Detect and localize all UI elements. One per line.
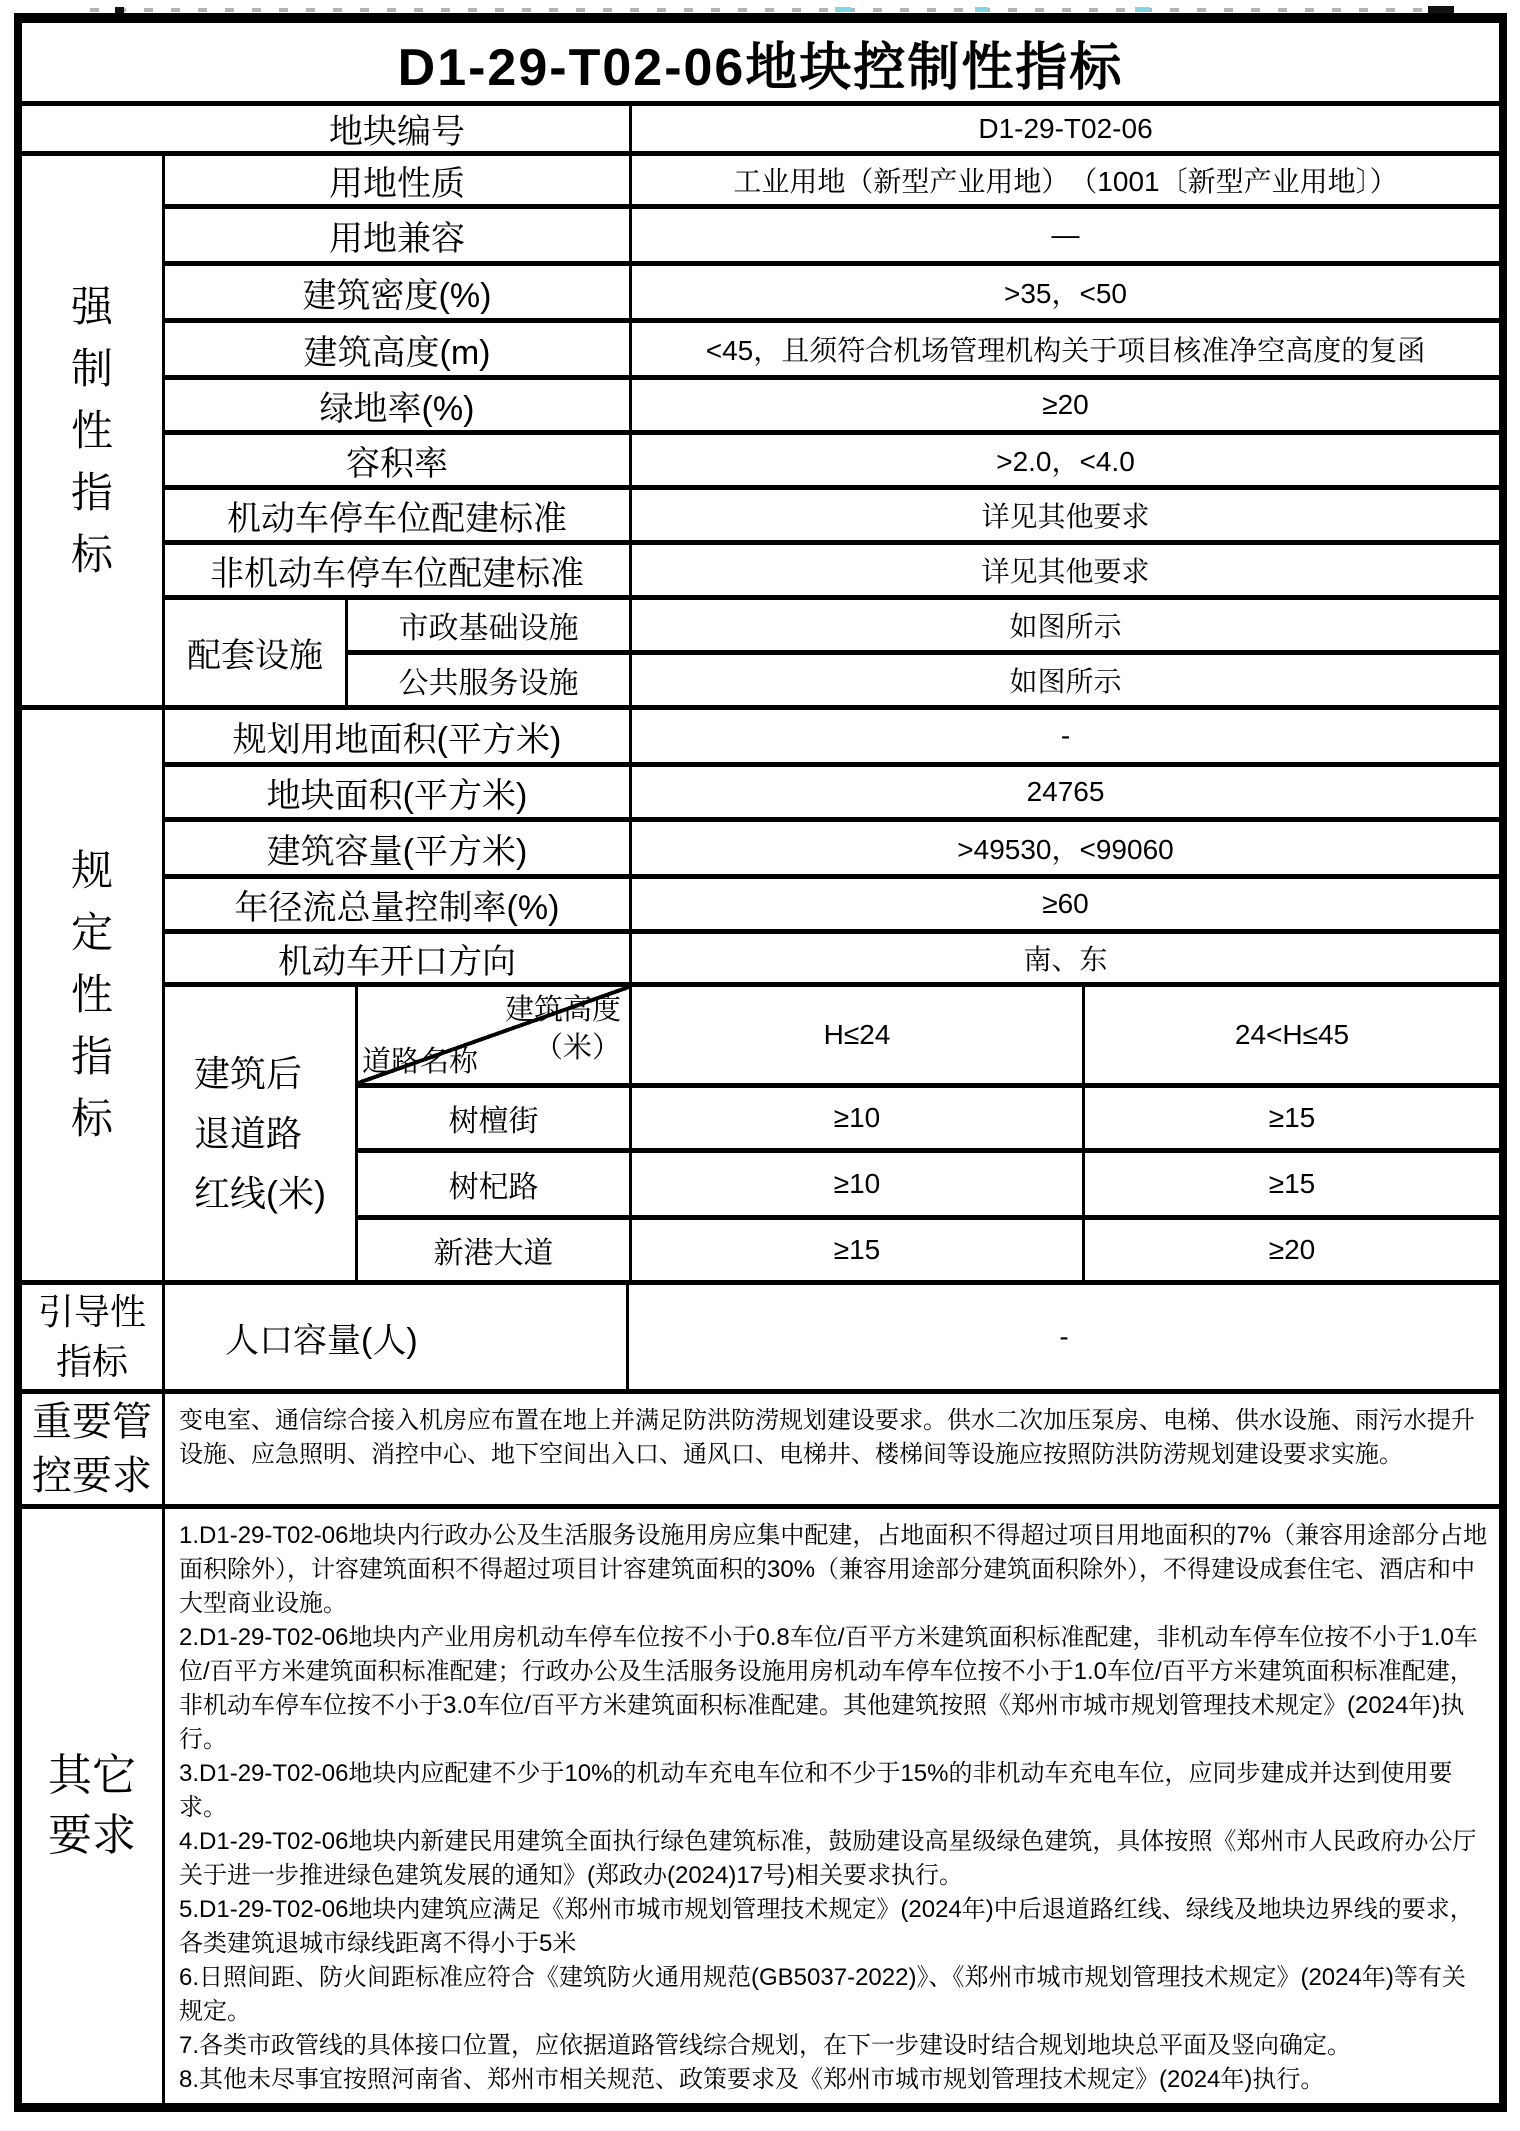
row-value: ≥60 xyxy=(1042,888,1089,919)
plot-code-row xyxy=(22,101,1499,151)
row-value: <45，且须符合机场管理机构关于项目核准净空高度的复函 xyxy=(705,335,1426,366)
section-guiding-label: 引导性指标 xyxy=(37,1291,146,1382)
other-requirement-item: 1.D1-29-T02-06地块内行政办公及生活服务设施用房应集中配建，占地面积不得超过项目用地面积的7%（兼容用途部分占地面积除外），计容建筑面积不得超过项目计容建筑面积的30%（兼容用途部分建筑面积除外），不得建设成套住宅、酒店和中大型商业设施。 xyxy=(179,1522,1488,1617)
setback-value: ≥15 xyxy=(1268,1168,1316,1199)
control-indicators-table xyxy=(14,13,1507,2112)
artifact-dashes xyxy=(90,8,1430,12)
road-name: 新港大道 xyxy=(358,1220,632,1280)
other-requirement-item: 5.D1-29-T02-06地块内建筑应满足《郑州市城市规划管理技术规定》(2024年)中后退道路红线、绿线及地块边界线的要求，各类建筑退城市绿线距离不得小于5米 xyxy=(179,1896,1474,1957)
setback-value: ≥10 xyxy=(632,1153,1085,1215)
row-label: 非机动车停车位配建标准 xyxy=(165,545,632,595)
table-row xyxy=(165,485,1499,540)
setback-value: ≥15 xyxy=(632,1220,1085,1280)
artifact-cyan-mark xyxy=(1135,7,1150,12)
other-requirement-item: 8.其他未尽事宜按照河南省、郑州市相关规范、政策要求及《郑州市城市规划管理技术规定》(2024年)执行。 xyxy=(179,2066,1325,2093)
setback-group xyxy=(165,982,1499,1280)
section-mandatory-label-cell xyxy=(22,156,165,705)
setback-table xyxy=(358,987,1499,1280)
section-prescriptive-label-cell xyxy=(22,710,165,1280)
row-label: 市政基础设施 xyxy=(348,600,632,650)
diagonal-header-bottom: 道路名称 xyxy=(362,1046,479,1078)
table-row xyxy=(165,874,1499,929)
diagonal-header-cell xyxy=(358,987,632,1083)
other-requirement-item: 2.D1-29-T02-06地块内产业用房机动车停车位按不小于0.8车位/百平方米建筑面积标准配建，非机动车停车位按不小于1.0车位/百平方米建筑面积标准配建；行政办公及生活服务设施用房机动车停车位按不小于1.0车位/百平方米建筑面积标准配建，非机动车停车位按不小于3.0车位/百平方米建筑面积标准配建。其他建筑按照《郑州市城市规划管理技术规定》(2024年)执行。 xyxy=(179,1624,1478,1753)
control-requirements-text: 变电室、通信综合接入机房应布置在地上并满足防洪防涝规划建设要求。供水二次加压泵房、电梯、供水设施、雨污水提升设施、应急照明、消控中心、地下空间出入口、通风口、电梯井、楼梯间等设施应按照防洪防涝规划建设要求实施。 xyxy=(179,1407,1475,1468)
control-requirements-label: 重要管控要求 xyxy=(32,1400,152,1498)
row-label: 规划用地面积(平方米) xyxy=(165,710,632,762)
setback-col-header: H≤24 xyxy=(632,987,1085,1083)
supporting-facilities-rows xyxy=(348,600,1499,705)
other-requirement-item: 3.D1-29-T02-06地块内应配建不少于10%的机动车充电车位和不少于15%的非机动车充电车位，应同步建成并达到使用要求。 xyxy=(179,1760,1453,1821)
plot-code-label-cell xyxy=(22,106,632,151)
table-row xyxy=(348,650,1499,705)
setback-header-row xyxy=(358,987,1499,1083)
row-label: 机动车停车位配建标准 xyxy=(165,490,632,540)
control-requirements-label-cell xyxy=(22,1394,165,1504)
other-requirement-item: 6.日照间距、防火间距标准应符合《建筑防火通用规范(GB5037-2022)》、《郑州市城市规划管理技术规定》(2024年)等有关规定。 xyxy=(179,1964,1466,2025)
table-row xyxy=(165,540,1499,595)
setback-row xyxy=(358,1148,1499,1215)
section-mandatory xyxy=(22,151,1499,705)
other-requirement-item: 7.各类市政管线的具体接口位置，应依据道路管线综合规划，在下一步建设时结合规划地块总平面及竖向确定。 xyxy=(179,2032,1352,2059)
row-label: 用地兼容 xyxy=(165,209,632,261)
row-label: 建筑密度(%) xyxy=(165,266,632,318)
setback-value: ≥15 xyxy=(1268,1102,1316,1133)
row-value: >49530，<99060 xyxy=(957,834,1174,865)
setback-label-cell xyxy=(165,987,358,1280)
table-row xyxy=(165,929,1499,982)
table-row xyxy=(165,318,1499,375)
row-value: >2.0，<4.0 xyxy=(996,446,1135,477)
other-requirement-item: 4.D1-29-T02-06地块内新建民用建筑全面执行绿色建筑标准，鼓励建设高星级绿色建筑，具体按照《郑州市人民政府办公厅关于进一步推进绿色建筑发展的通知》(郑政办(2024)17号)相关要求执行。 xyxy=(179,1828,1477,1889)
other-requirements-text xyxy=(165,1509,1499,2103)
section-prescriptive-body xyxy=(165,710,1499,1280)
setback-col-header: 24<H≤45 xyxy=(1234,1019,1350,1050)
row-value: — xyxy=(1051,219,1080,250)
row-label: 绿地率(%) xyxy=(165,380,632,430)
diagonal-header-top: 建筑高度 （米） xyxy=(504,994,621,1064)
row-label: 用地性质 xyxy=(165,156,632,204)
row-value: 如图所示 xyxy=(1009,666,1122,697)
other-requirements-label-cell xyxy=(22,1509,165,2103)
section-mandatory-body xyxy=(165,156,1499,705)
setback-value: ≥10 xyxy=(632,1088,1085,1148)
artifact-cyan-mark xyxy=(975,7,988,12)
plot-code-value: D1-29-T02-06 xyxy=(978,112,1153,144)
row-label: 公共服务设施 xyxy=(348,655,632,705)
table-row xyxy=(165,375,1499,430)
table-title: D1-29-T02-06地块控制性指标 xyxy=(397,38,1124,97)
other-requirements-row xyxy=(22,1504,1499,2103)
row-value: 详见其他要求 xyxy=(981,556,1150,587)
other-requirements-label: 其它要求 xyxy=(48,1751,136,1860)
section-prescriptive xyxy=(22,705,1499,1280)
road-name: 树杞路 xyxy=(358,1153,632,1215)
row-value: 详见其他要求 xyxy=(981,501,1150,532)
section-mandatory-label: 强制性指标 xyxy=(70,282,113,578)
setback-label: 建筑后 退道路 红线(米) xyxy=(194,1052,326,1214)
row-label: 人口容量(人) xyxy=(165,1285,629,1389)
row-label: 建筑容量(平方米) xyxy=(165,822,632,874)
table-row xyxy=(165,261,1499,318)
road-name: 树檀街 xyxy=(358,1088,632,1148)
row-value: - xyxy=(1060,720,1071,751)
row-value: - xyxy=(1059,1321,1069,1352)
setback-row xyxy=(358,1215,1499,1280)
row-value: 南、东 xyxy=(1023,944,1108,975)
section-prescriptive-label: 规定性指标 xyxy=(70,847,113,1142)
artifact-cyan-mark xyxy=(835,7,851,12)
row-label: 地块面积(平方米) xyxy=(165,767,632,817)
row-value: 如图所示 xyxy=(1009,611,1122,642)
control-requirements-row xyxy=(22,1389,1499,1504)
table-row xyxy=(165,204,1499,261)
table-row xyxy=(165,430,1499,485)
supporting-facilities-group xyxy=(165,595,1499,705)
row-value: ≥20 xyxy=(1042,389,1089,420)
row-label: 容积率 xyxy=(165,435,632,485)
section-guiding xyxy=(22,1280,1499,1389)
table-row xyxy=(165,710,1499,762)
table-row xyxy=(165,762,1499,817)
setback-row xyxy=(358,1083,1499,1148)
supporting-facilities-label: 配套设施 xyxy=(165,600,348,705)
plot-code-label: 地块编号 xyxy=(329,113,465,151)
table-row xyxy=(348,600,1499,650)
row-value: 24765 xyxy=(1026,776,1105,807)
table-row xyxy=(165,156,1499,204)
row-label: 建筑高度(m) xyxy=(165,323,632,375)
table-row xyxy=(165,817,1499,874)
section-guiding-label-cell xyxy=(22,1285,165,1389)
setback-value: ≥20 xyxy=(1268,1234,1316,1265)
row-label: 年径流总量控制率(%) xyxy=(165,879,632,929)
row-value: 工业用地（新型产业用地） （1001〔新型产业用地〕） xyxy=(733,166,1398,197)
row-value: >35，<50 xyxy=(1004,278,1127,309)
row-label: 机动车开口方向 xyxy=(165,934,632,982)
